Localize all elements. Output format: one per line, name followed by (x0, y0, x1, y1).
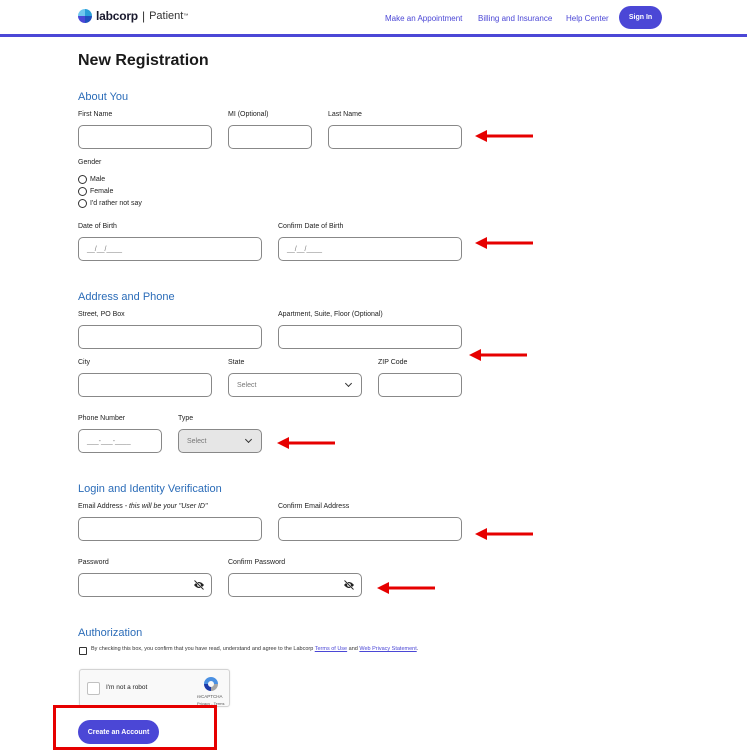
nav-make-appointment[interactable]: Make an Appointment (385, 14, 463, 23)
gender-female-label: Female (90, 188, 114, 195)
confirm-dob-placeholder: __/__/____ (287, 245, 323, 253)
recaptcha-icon (203, 676, 219, 692)
email-label (78, 503, 207, 510)
section-about-you: About You (78, 91, 129, 103)
sign-in-button[interactable]: Sign In (619, 6, 662, 29)
state-select-value: Select (237, 381, 257, 389)
site-header (0, 0, 747, 36)
logo-separator: | (141, 9, 146, 23)
terms-checkbox[interactable] (79, 647, 87, 655)
radio-button[interactable] (78, 175, 87, 184)
gender-not-say-label: I'd rather not say (90, 200, 142, 207)
section-authorization: Authorization (78, 627, 143, 639)
email-label-text: Email Address (78, 503, 123, 510)
gender-option-not-say[interactable] (78, 199, 142, 208)
phone-type-select[interactable] (178, 429, 262, 453)
dob-input[interactable] (78, 237, 262, 261)
phone-input[interactable] (78, 429, 162, 453)
recaptcha-checkbox[interactable] (87, 682, 100, 695)
email-hint: - this will be your "User ID" (122, 503, 208, 510)
gender-option-male[interactable] (78, 175, 105, 184)
labcorp-logo-icon (78, 9, 92, 23)
password-label: Password (78, 559, 109, 566)
create-account-button[interactable]: Create an Account (78, 720, 159, 744)
section-address-phone: Address and Phone (78, 291, 175, 303)
state-select[interactable] (228, 373, 362, 397)
street-input[interactable] (78, 325, 262, 349)
password-input[interactable] (78, 573, 212, 597)
zip-label: ZIP Code (378, 359, 408, 366)
type-label: Type (178, 415, 194, 422)
last-name-label: Last Name (328, 111, 362, 118)
mi-label: MI (Optional) (228, 111, 269, 118)
eye-slash-icon[interactable] (343, 580, 355, 590)
terms-of-use-link[interactable]: Terms of Use (314, 646, 348, 652)
phone-label: Phone Number (78, 415, 126, 422)
city-input[interactable] (78, 373, 212, 397)
nav-billing-insurance[interactable]: Billing and Insurance (478, 14, 553, 23)
section-login-identity: Login and Identity Verification (78, 483, 222, 495)
dob-placeholder: __/__/____ (87, 245, 123, 253)
auth-text-and: and (347, 646, 360, 652)
eye-slash-icon[interactable] (193, 580, 205, 590)
street-label: Street, PO Box (78, 311, 125, 318)
state-label: State (228, 359, 245, 366)
mi-input[interactable] (228, 125, 312, 149)
red-arrow-icon (276, 436, 336, 450)
phone-type-value: Select (187, 437, 207, 445)
apartment-label: Apartment, Suite, Floor (Optional) (278, 311, 383, 318)
page-title: New Registration (78, 52, 209, 69)
brand-name: labcorp (96, 9, 138, 23)
header-accent-bar (0, 34, 747, 37)
privacy-statement-link[interactable]: Web Privacy Statement (359, 646, 417, 652)
radio-button[interactable] (78, 187, 87, 196)
zip-input[interactable] (378, 373, 462, 397)
dob-label: Date of Birth (78, 223, 117, 230)
red-highlight-box (53, 705, 217, 750)
trademark: ™ (183, 13, 189, 19)
recaptcha-brand: reCAPTCHA (197, 694, 223, 699)
last-name-input[interactable] (328, 125, 462, 149)
phone-placeholder: ___-___-____ (87, 437, 131, 445)
gender-option-female[interactable] (78, 187, 113, 196)
first-name-label: First Name (78, 111, 113, 118)
email-input[interactable] (78, 517, 262, 541)
gender-label: Gender (78, 159, 102, 166)
confirm-email-label: Confirm Email Address (278, 503, 350, 510)
city-label: City (78, 359, 91, 366)
confirm-email-input[interactable] (278, 517, 462, 541)
auth-text-before: By checking this box, you confirm that you have read, understand and agree to the Labcorp (91, 646, 315, 652)
confirm-password-input[interactable] (228, 573, 362, 597)
apartment-input[interactable] (278, 325, 462, 349)
confirm-password-label: Confirm Password (228, 559, 286, 566)
red-arrow-icon (474, 527, 534, 541)
red-arrow-icon (474, 129, 534, 143)
recaptcha-widget (79, 669, 230, 707)
first-name-input[interactable] (78, 125, 212, 149)
nav-help-center[interactable]: Help Center (566, 14, 609, 23)
confirm-dob-input[interactable] (278, 237, 462, 261)
red-arrow-icon (376, 581, 436, 595)
red-arrow-icon (474, 236, 534, 250)
auth-text-after: . (416, 646, 419, 652)
recaptcha-label: I'm not a robot (106, 684, 148, 691)
chevron-down-icon (345, 380, 352, 387)
product-name: Patient (149, 10, 184, 22)
labcorp-logo[interactable] (78, 9, 188, 23)
confirm-dob-label: Confirm Date of Birth (278, 223, 344, 230)
gender-male-label: Male (90, 176, 106, 183)
authorization-text (91, 646, 418, 652)
red-arrow-icon (468, 348, 528, 362)
recaptcha-terms[interactable]: Privacy - Terms (197, 701, 225, 706)
radio-button[interactable] (78, 199, 87, 208)
chevron-down-icon (245, 436, 252, 443)
